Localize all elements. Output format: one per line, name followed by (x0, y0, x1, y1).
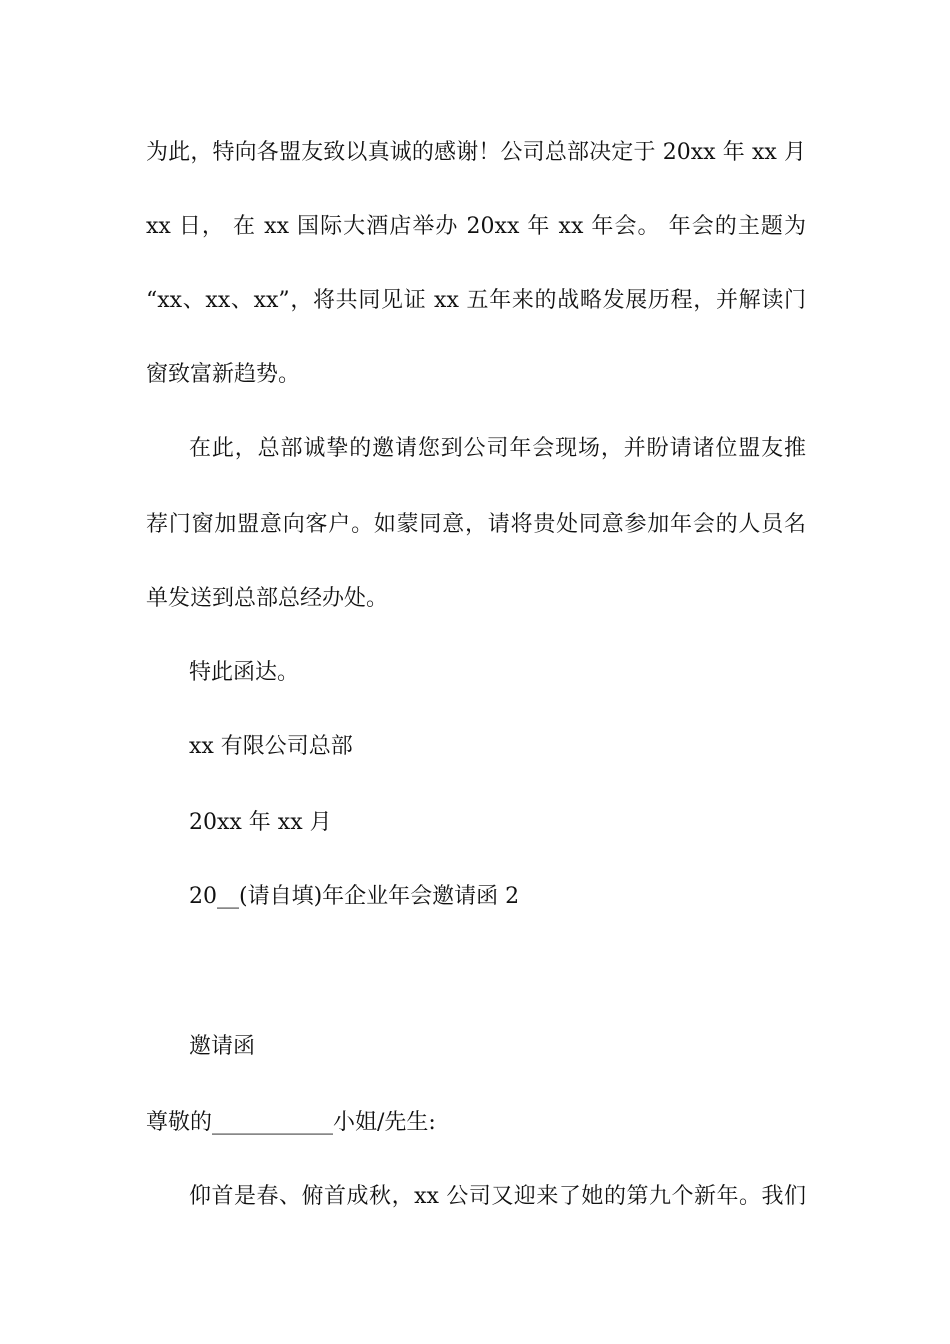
paragraph-1-line-1: 为此，特向各盟友致以真诚的感谢！公司总部决定于 20xx 年 xx 月 (146, 140, 806, 165)
invitation-heading: 邀请函 (189, 1034, 256, 1059)
paragraph-1-line-4: 窗致富新趋势。 (146, 362, 301, 387)
signature-date: 20xx 年 xx 月 (189, 810, 332, 835)
paragraph-1-line-2: xx 日， 在 xx 国际大酒店举办 20xx 年 xx 年会。 年会的主题为 (146, 214, 806, 239)
paragraph-2-line-3: 单发送到总部总经办处。 (146, 586, 389, 611)
paragraph-2-line-1: 在此，总部诚挚的邀请您到公司年会现场，并盼请诸位盟友推 (189, 436, 806, 461)
salutation-line: 尊敬的___________小姐/先生: (146, 1110, 436, 1135)
closing-text: 特此函达。 (189, 660, 300, 685)
next-section-title: 20__(请自填)年企业年会邀请函 2 (189, 884, 520, 909)
signature-company: xx 有限公司总部 (189, 734, 353, 759)
paragraph-1-line-3: “xx、xx、xx”，将共同见证 xx 五年来的战略发展历程，并解读门 (146, 288, 806, 313)
paragraph-2-line-2: 荐门窗加盟意向客户。如蒙同意，请将贵处同意参加年会的人员名 (146, 512, 806, 537)
opening-line: 仰首是春、俯首成秋，xx 公司又迎来了她的第九个新年。我们 (189, 1184, 806, 1209)
